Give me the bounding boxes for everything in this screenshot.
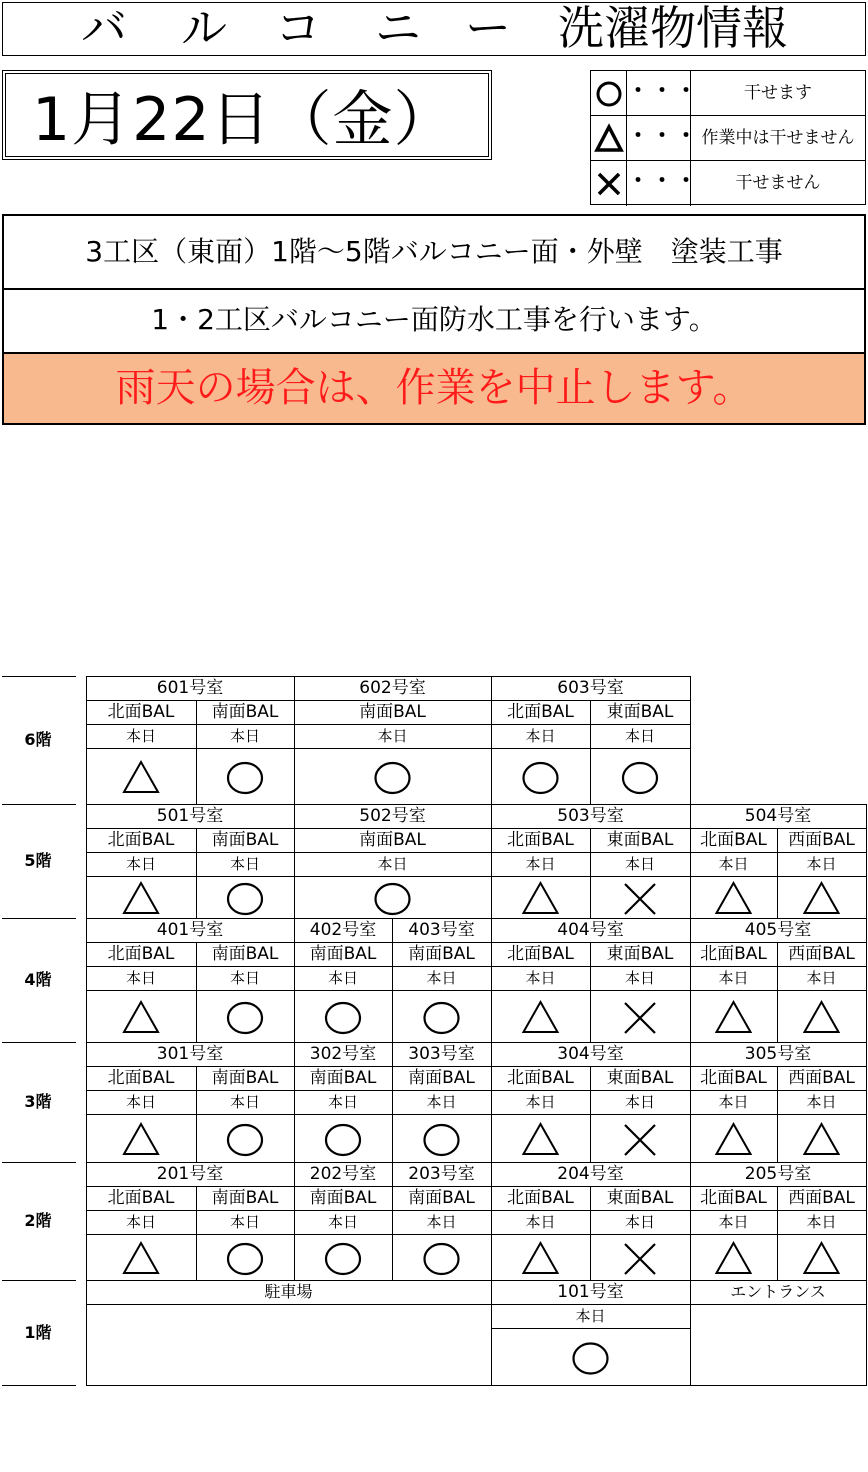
balcony-direction: 南面BAL bbox=[359, 702, 426, 722]
balcony-direction: 西面BAL bbox=[788, 944, 855, 964]
notice-painting: 3工区（東面）1階～5階バルコニー面・外壁 塗装工事 bbox=[2, 214, 866, 290]
circle-icon bbox=[491, 748, 590, 804]
floor-label: 1階 bbox=[24, 1323, 52, 1342]
title-char: コ bbox=[275, 1, 321, 55]
balcony-direction: 南面BAL bbox=[408, 944, 475, 964]
triangle-icon bbox=[777, 990, 866, 1042]
circle-icon bbox=[590, 748, 690, 804]
room-name: 205号室 bbox=[744, 1164, 812, 1184]
floor-divider bbox=[2, 1280, 76, 1281]
balcony-direction: 南面BAL bbox=[211, 1188, 279, 1208]
legend-row bbox=[591, 71, 865, 116]
today-label: 本日 bbox=[624, 727, 655, 745]
room-name: 603号室 bbox=[557, 678, 624, 698]
room-name: 405号室 bbox=[744, 920, 812, 940]
date-text: 1月22日（金） bbox=[32, 85, 455, 155]
room-name: 601号室 bbox=[156, 678, 224, 698]
triangle-icon bbox=[777, 1114, 866, 1162]
grid-left-border bbox=[86, 676, 87, 1385]
triangle-icon bbox=[86, 748, 196, 804]
legend-row bbox=[591, 116, 865, 161]
room-name: 402号室 bbox=[309, 920, 377, 940]
today-label: 本日 bbox=[718, 855, 749, 873]
circle-icon bbox=[294, 748, 491, 804]
entrance-label: エントランス bbox=[730, 1282, 826, 1301]
room-name: 602号室 bbox=[359, 678, 426, 698]
title-char: ニ bbox=[375, 1, 421, 55]
room-name: 502号室 bbox=[359, 806, 426, 826]
room-name: 305号室 bbox=[744, 1044, 812, 1064]
triangle-icon bbox=[86, 1234, 196, 1280]
legend-text: 作業中は干せません bbox=[701, 128, 855, 148]
title-char: ー bbox=[465, 1, 511, 55]
balcony-direction: 南面BAL bbox=[211, 944, 279, 964]
triangle-icon bbox=[491, 990, 590, 1042]
balcony-direction: 東面BAL bbox=[606, 944, 674, 964]
today-label: 本日 bbox=[525, 855, 556, 873]
triangle-icon bbox=[86, 990, 196, 1042]
balcony-direction: 北面BAL bbox=[700, 1068, 767, 1088]
balcony-direction: 北面BAL bbox=[507, 1188, 574, 1208]
title-text: 洗濯物情報 bbox=[558, 1, 788, 55]
today-label: 本日 bbox=[806, 1213, 837, 1231]
balcony-direction: 南面BAL bbox=[211, 702, 279, 722]
notice-waterproofing: 1・2工区バルコニー面防水工事を行います。 bbox=[2, 290, 866, 354]
balcony-direction: 北面BAL bbox=[507, 944, 574, 964]
today-label: 本日 bbox=[806, 855, 837, 873]
today-label: 本日 bbox=[327, 1213, 358, 1231]
legend-dots: ・・・ bbox=[627, 116, 691, 160]
room-name: 302号室 bbox=[309, 1044, 377, 1064]
balcony-direction: 北面BAL bbox=[700, 944, 767, 964]
today-label: 本日 bbox=[426, 1093, 457, 1111]
today-label: 本日 bbox=[327, 969, 358, 987]
balcony-direction: 南面BAL bbox=[359, 830, 426, 850]
room-name: 303号室 bbox=[408, 1044, 475, 1064]
triangle-icon bbox=[491, 876, 590, 918]
floor-divider bbox=[2, 1162, 76, 1163]
today-label: 本日 bbox=[229, 1213, 260, 1231]
balcony-direction: 北面BAL bbox=[507, 702, 574, 722]
today-label: 本日 bbox=[125, 855, 156, 873]
triangle-icon bbox=[491, 1114, 590, 1162]
balcony-direction: 東面BAL bbox=[606, 830, 674, 850]
balcony-direction: 南面BAL bbox=[408, 1188, 475, 1208]
today-label: 本日 bbox=[718, 1213, 749, 1231]
legend-dots: ・・・ bbox=[627, 161, 691, 206]
notice-rain: 雨天の場合は、作業を中止します。 bbox=[2, 354, 866, 425]
balcony-direction: 北面BAL bbox=[107, 1068, 175, 1088]
floor-divider bbox=[2, 1042, 76, 1043]
room-name: 101号室 bbox=[557, 1282, 624, 1302]
cross-icon bbox=[590, 876, 690, 918]
triangle-icon bbox=[777, 876, 866, 918]
room-name: 503号室 bbox=[557, 806, 624, 826]
circle-icon bbox=[392, 990, 491, 1042]
cross-icon bbox=[591, 161, 627, 206]
circle-icon bbox=[196, 1234, 294, 1280]
balcony-direction: 東面BAL bbox=[606, 702, 674, 722]
today-label: 本日 bbox=[718, 969, 749, 987]
balcony-direction: 北面BAL bbox=[107, 702, 175, 722]
triangle-icon bbox=[690, 1234, 777, 1280]
title-char: ル bbox=[181, 1, 227, 55]
room-name: 201号室 bbox=[156, 1164, 224, 1184]
today-label: 本日 bbox=[806, 1093, 837, 1111]
parking-label: 駐車場 bbox=[264, 1282, 313, 1301]
today-label: 本日 bbox=[525, 1093, 556, 1111]
room-name: 301号室 bbox=[156, 1044, 224, 1064]
circle-icon bbox=[196, 990, 294, 1042]
floor-divider bbox=[2, 676, 76, 677]
today-label: 本日 bbox=[426, 1213, 457, 1231]
today-label: 本日 bbox=[525, 727, 556, 745]
today-label: 本日 bbox=[426, 969, 457, 987]
balcony-direction: 北面BAL bbox=[700, 1188, 767, 1208]
title-banner bbox=[2, 2, 866, 56]
floor-divider bbox=[2, 918, 76, 919]
circle-icon bbox=[491, 1328, 690, 1385]
circle-icon bbox=[294, 1234, 392, 1280]
balcony-direction: 西面BAL bbox=[788, 1188, 855, 1208]
room-name: 203号室 bbox=[408, 1164, 475, 1184]
floor-divider bbox=[2, 1385, 76, 1386]
cross-icon bbox=[590, 1234, 690, 1280]
floor-label: 5階 bbox=[24, 851, 52, 870]
today-label: 本日 bbox=[806, 969, 837, 987]
today-label: 本日 bbox=[229, 727, 260, 745]
legend-text: 干せます bbox=[744, 83, 812, 103]
circle-icon bbox=[591, 71, 627, 115]
balcony-direction: 南面BAL bbox=[309, 944, 377, 964]
room-name: 504号室 bbox=[744, 806, 812, 826]
balcony-direction: 南面BAL bbox=[211, 830, 279, 850]
balcony-direction: 北面BAL bbox=[107, 1188, 175, 1208]
triangle-icon bbox=[690, 876, 777, 918]
balcony-direction: 南面BAL bbox=[408, 1068, 475, 1088]
circle-icon bbox=[392, 1114, 491, 1162]
triangle-icon bbox=[86, 876, 196, 918]
balcony-direction: 東面BAL bbox=[606, 1068, 674, 1088]
today-label: 本日 bbox=[525, 1213, 556, 1231]
today-label: 本日 bbox=[125, 727, 156, 745]
balcony-direction: 北面BAL bbox=[507, 830, 574, 850]
legend-text: 干せません bbox=[735, 173, 821, 193]
today-label: 本日 bbox=[525, 969, 556, 987]
triangle-icon bbox=[690, 1114, 777, 1162]
triangle-icon bbox=[491, 1234, 590, 1280]
circle-icon bbox=[294, 1114, 392, 1162]
today-label: 本日 bbox=[377, 855, 408, 873]
floor-label: 6階 bbox=[24, 730, 52, 749]
triangle-icon bbox=[591, 116, 627, 160]
cross-icon bbox=[590, 990, 690, 1042]
triangle-icon bbox=[690, 990, 777, 1042]
today-label: 本日 bbox=[624, 1213, 655, 1231]
floor-label: 3階 bbox=[24, 1092, 52, 1111]
date-box bbox=[2, 70, 492, 160]
balcony-direction: 北面BAL bbox=[700, 830, 767, 850]
room-name: 304号室 bbox=[557, 1044, 624, 1064]
room-name: 403号室 bbox=[408, 920, 475, 940]
balcony-direction: 西面BAL bbox=[788, 1068, 855, 1088]
room-name: 501号室 bbox=[156, 806, 224, 826]
today-label: 本日 bbox=[575, 1307, 606, 1325]
balcony-direction: 北面BAL bbox=[107, 830, 175, 850]
legend-row bbox=[591, 161, 865, 206]
balcony-direction: 北面BAL bbox=[507, 1068, 574, 1088]
today-label: 本日 bbox=[229, 969, 260, 987]
room-name: 404号室 bbox=[557, 920, 624, 940]
today-label: 本日 bbox=[125, 969, 156, 987]
today-label: 本日 bbox=[229, 1093, 260, 1111]
triangle-icon bbox=[86, 1114, 196, 1162]
today-label: 本日 bbox=[125, 1093, 156, 1111]
today-label: 本日 bbox=[327, 1093, 358, 1111]
today-label: 本日 bbox=[229, 855, 260, 873]
cross-icon bbox=[590, 1114, 690, 1162]
circle-icon bbox=[294, 876, 491, 918]
circle-icon bbox=[294, 990, 392, 1042]
today-label: 本日 bbox=[718, 1093, 749, 1111]
today-label: 本日 bbox=[624, 1093, 655, 1111]
balcony-direction: 南面BAL bbox=[309, 1188, 377, 1208]
balcony-direction: 北面BAL bbox=[107, 944, 175, 964]
room-name: 204号室 bbox=[557, 1164, 624, 1184]
circle-icon bbox=[196, 1114, 294, 1162]
room-name: 401号室 bbox=[156, 920, 224, 940]
balcony-direction: 南面BAL bbox=[211, 1068, 279, 1088]
balcony-direction: 東面BAL bbox=[606, 1188, 674, 1208]
circle-icon bbox=[196, 748, 294, 804]
legend bbox=[590, 70, 866, 205]
balcony-direction: 西面BAL bbox=[788, 830, 855, 850]
today-label: 本日 bbox=[624, 969, 655, 987]
legend-dots: ・・・ bbox=[627, 71, 691, 115]
title-char: バ bbox=[81, 1, 127, 55]
circle-icon bbox=[392, 1234, 491, 1280]
circle-icon bbox=[196, 876, 294, 918]
today-label: 本日 bbox=[624, 855, 655, 873]
floor-label: 2階 bbox=[24, 1211, 52, 1230]
today-label: 本日 bbox=[377, 727, 408, 745]
today-label: 本日 bbox=[125, 1213, 156, 1231]
balcony-direction: 南面BAL bbox=[309, 1068, 377, 1088]
floor-label: 4階 bbox=[24, 970, 52, 989]
triangle-icon bbox=[777, 1234, 866, 1280]
floor-divider bbox=[2, 804, 76, 805]
room-name: 202号室 bbox=[309, 1164, 377, 1184]
